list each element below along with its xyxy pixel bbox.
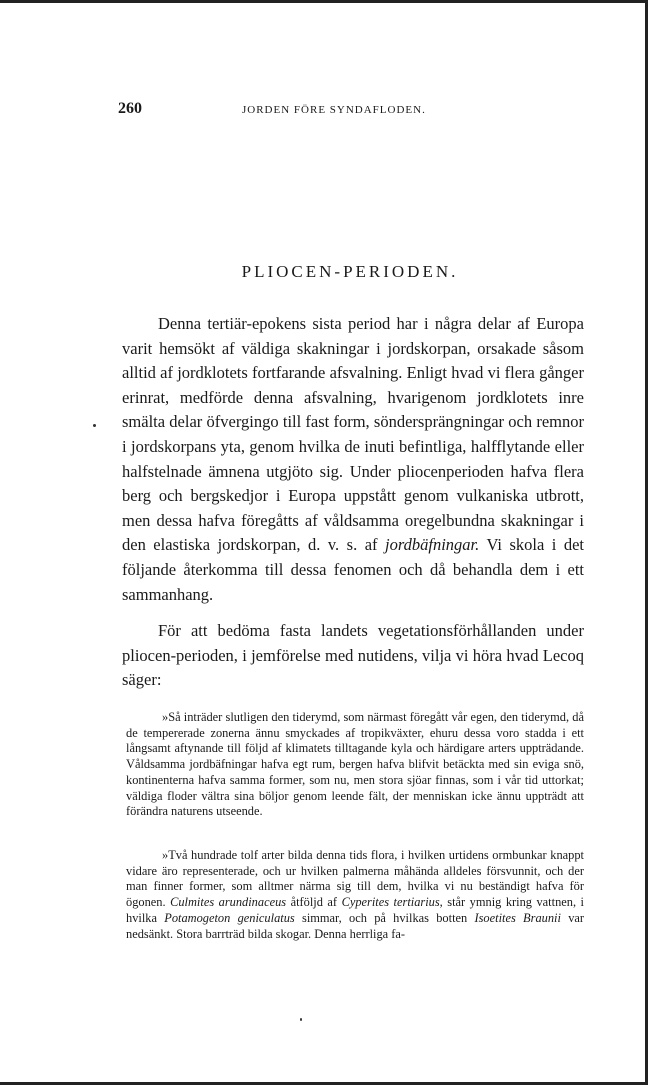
quote-2-species-4: Isoetites Braunii [474, 910, 561, 925]
quote-2 [126, 848, 584, 942]
paragraph-1-text-b: Vi skola i det följande återkomma till dessa fenomen och då behandla dem i ett sammanhang. [122, 535, 584, 604]
chapter-title: PLIOCEN-PERIODEN. [241, 262, 459, 281]
bottom-speck [300, 1018, 302, 1021]
quote-2-text-a: »Två hundrade tolf arter bilda denna tids flora, i hvilken urtidens ormbunkar knappt vidare äro representerade, och ur hvilken palmerna måhända alldeles försvunnit, och der man finner former, som alltmer närma sig till dem, hvilka vi nu beständigt hafva för ögonen. [126, 848, 584, 910]
quote-2-species-1: Culmites arundinaceus [170, 895, 287, 910]
page-number: 260 [118, 100, 142, 117]
paragraph-2 [122, 619, 584, 693]
margin-speck [93, 424, 96, 427]
page-header [118, 100, 582, 122]
quote-2-species-2: Cyperites tertiarius, [341, 895, 443, 910]
quote-2-text-d: simmar, och på hvilkas botten [294, 910, 475, 925]
quote-2-text-b: åtföljd af [286, 895, 342, 910]
paragraph-1-text-a: Denna tertiär-epokens sista period har i några delar af Europa varit hemsökt af väldiga skakningar i jordskorpan, orsakade såsom alltid af jordklotets fortfarande afsvalning. Enligt hvad vi flera gånger erinrat, medförde denna afsvalning, hvarigenom jordklotets inre smälta delar öfvergingo till fast form, söndersprängningar och remnor i jordskorpans yta, genom hvilka de inuti befintliga, halfflytande eller halfstelnade ämnena utgjöto sig. Under pliocenperioden hafva flera berg och bergskedjor i Europa uppstått genom vulkaniska utbrott, men dessa hafva föregåtts af våldsamma oregelbundna skakningar i den elastiska jordskorpan, d. v. s. af [122, 314, 584, 555]
paragraph-1-italic-term: jordbäfningar. [385, 535, 480, 555]
page-border-top [0, 0, 648, 3]
quote-2-text-c: står ymnig kring vattnen, i hvilka [126, 895, 585, 925]
paragraph-1 [122, 312, 584, 607]
quote-2-text-e: var nedsänkt. Stora barrträd bilda skogar. Denna herrliga fa- [126, 910, 585, 941]
paragraph-2-text: För att bedöma fasta landets vegetationsförhållanden under pliocen-perioden, i jemförelse med nutidens, vilja vi höra hvad Lecoq säger: [122, 621, 584, 690]
quote-1 [126, 710, 584, 820]
quote-2-species-3: Potamogeton geniculatus [164, 910, 295, 925]
running-head: JORDEN FÖRE SYNDAFLODEN. [242, 104, 426, 116]
quote-1-text: »Så inträder slutligen den tiderymd, som närmast föregått vår egen, den tiderymd, då de tempererade zonerna ännu smyckades af tropikväxter, ehuru dessa voro stadda i ett långsamt aftynande till följd af klimatets tilltagande kyla och härdigare arters uppträdande. Våldsamma jordbäfningar hafva egt rum, bergen hafva blifvit betäckta med sin eviga snö, kontinenterna hafva samma former, som nu, men stora sjöar finnas, som i vår tid uttorkat; väldiga floder vältra sina böljor genom leende fält, der menniskan icke ännu uppträdt att förändra naturens utseende. [126, 710, 584, 819]
